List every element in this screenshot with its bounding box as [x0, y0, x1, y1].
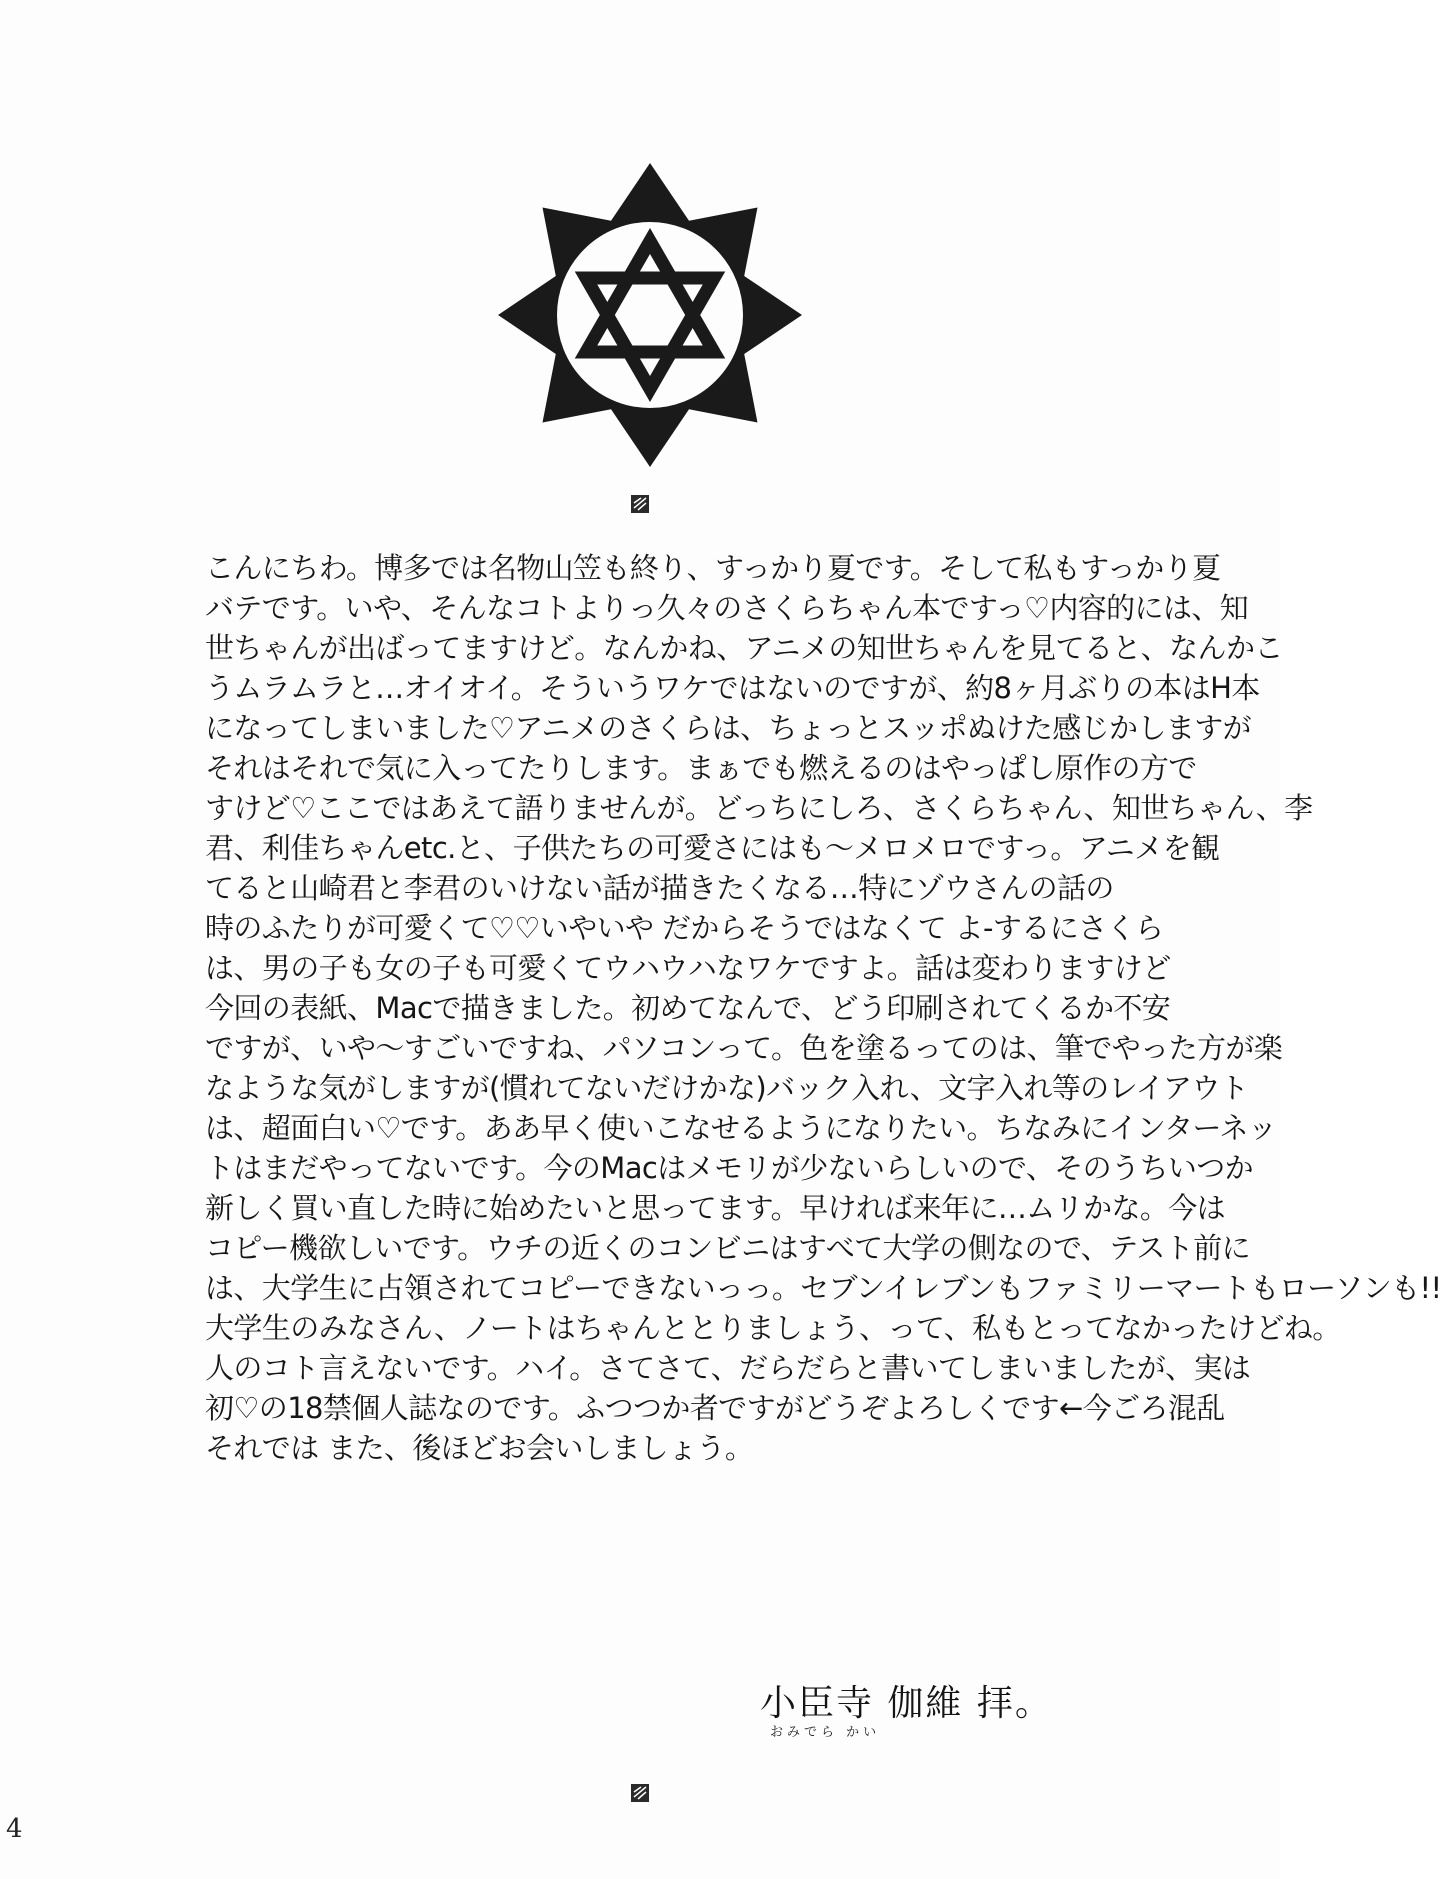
letter-line: てると山崎君と李君のいけない話が描きたくなる…特にゾウさんの話の — [205, 871, 1114, 905]
letter-line: トはまだやってないです。今のMacはメモリが少ないらしいので、そのうちいつか — [205, 1151, 1254, 1185]
author-signature: 小臣寺 伽維 拝。 — [760, 1683, 1053, 1724]
letter-line: は、大学生に占領されてコピーできないっっ。セブンイレブンもファミリーマートもローソンも!! — [205, 1271, 1442, 1305]
letter-line: うムラムラと…オイオイ。そういうワケではないのですが、約8ヶ月ぶりの本はH本 — [205, 671, 1260, 705]
signature-reading: おみでら かい — [770, 1725, 881, 1740]
star-seal-emblem — [495, 160, 805, 470]
divider-mark-bottom — [629, 1782, 651, 1804]
letter-line: それはそれで気に入ってたりします。まぁでも燃えるのはやっぱし原作の方で — [205, 751, 1197, 785]
divider-mark-top — [629, 493, 651, 515]
letter-line: バテです。いや、そんなコトよりっ久々のさくらちゃん本ですっ♡内容的には、知 — [205, 591, 1249, 625]
letter-line: 時のふたりが可愛くて♡♡いやいや だからそうではなくて よ-するにさくら — [205, 911, 1164, 945]
letter-line: すけど♡ここではあえて語りませんが。どっちにしろ、さくらちゃん、知世ちゃん、李 — [205, 791, 1313, 825]
letter-line: 大学生のみなさん、ノートはちゃんととりましょう、って、私もとってなかったけどね。 — [205, 1311, 1341, 1345]
letter-line: 初♡の18禁個人誌なのです。ふつつか者ですがどうぞよろしくです←今ごろ混乱 — [205, 1391, 1225, 1425]
letter-line: 新しく買い直した時に始めたいと思ってます。早ければ来年に…ムリかな。今は — [205, 1191, 1226, 1225]
letter-body — [205, 548, 1442, 1468]
letter-line: 君、利佳ちゃんetc.と、子供たちの可愛さにはも〜メロメロですっ。アニメを観 — [205, 831, 1220, 865]
letter-line: は、男の子も女の子も可愛くてウハウハなワケですよ。話は変わりますけど — [205, 951, 1171, 985]
letter-line: 人のコト言えないです。ハイ。さてさて、だらだらと書いてしまいましたが、実は — [205, 1351, 1251, 1385]
letter-line: 世ちゃんが出ばってますけど。なんかね、アニメの知世ちゃんを見てると、なんかこ — [205, 631, 1283, 665]
letter-line: なような気がしますが(慣れてないだけかな)バック入れ、文字入れ等のレイアウト — [205, 1071, 1249, 1105]
letter-line: コピー機欲しいです。ウチの近くのコンビニはすべて大学の側なので、テスト前に — [205, 1231, 1251, 1265]
letter-line: それでは また、後ほどお会いしましょう。 — [205, 1431, 754, 1465]
page-number: 4 — [6, 1814, 23, 1844]
letter-line: こんにちわ。博多では名物山笠も終り、すっかり夏です。そして私もすっかり夏 — [205, 551, 1221, 585]
letter-line: になってしまいました♡アニメのさくらは、ちょっとスッポぬけた感じかしますが — [205, 711, 1252, 745]
letter-line: 今回の表紙、Macで描きました。初めてなんで、どう印刷されてくるか不安 — [205, 991, 1171, 1025]
letter-line: ですが、いや〜すごいですね、パソコンって。色を塗るってのは、筆でやった方が楽 — [205, 1031, 1283, 1065]
letter-line: は、超面白い♡です。ああ早く使いこなせるようになりたい。ちなみにインターネッ — [205, 1111, 1277, 1145]
